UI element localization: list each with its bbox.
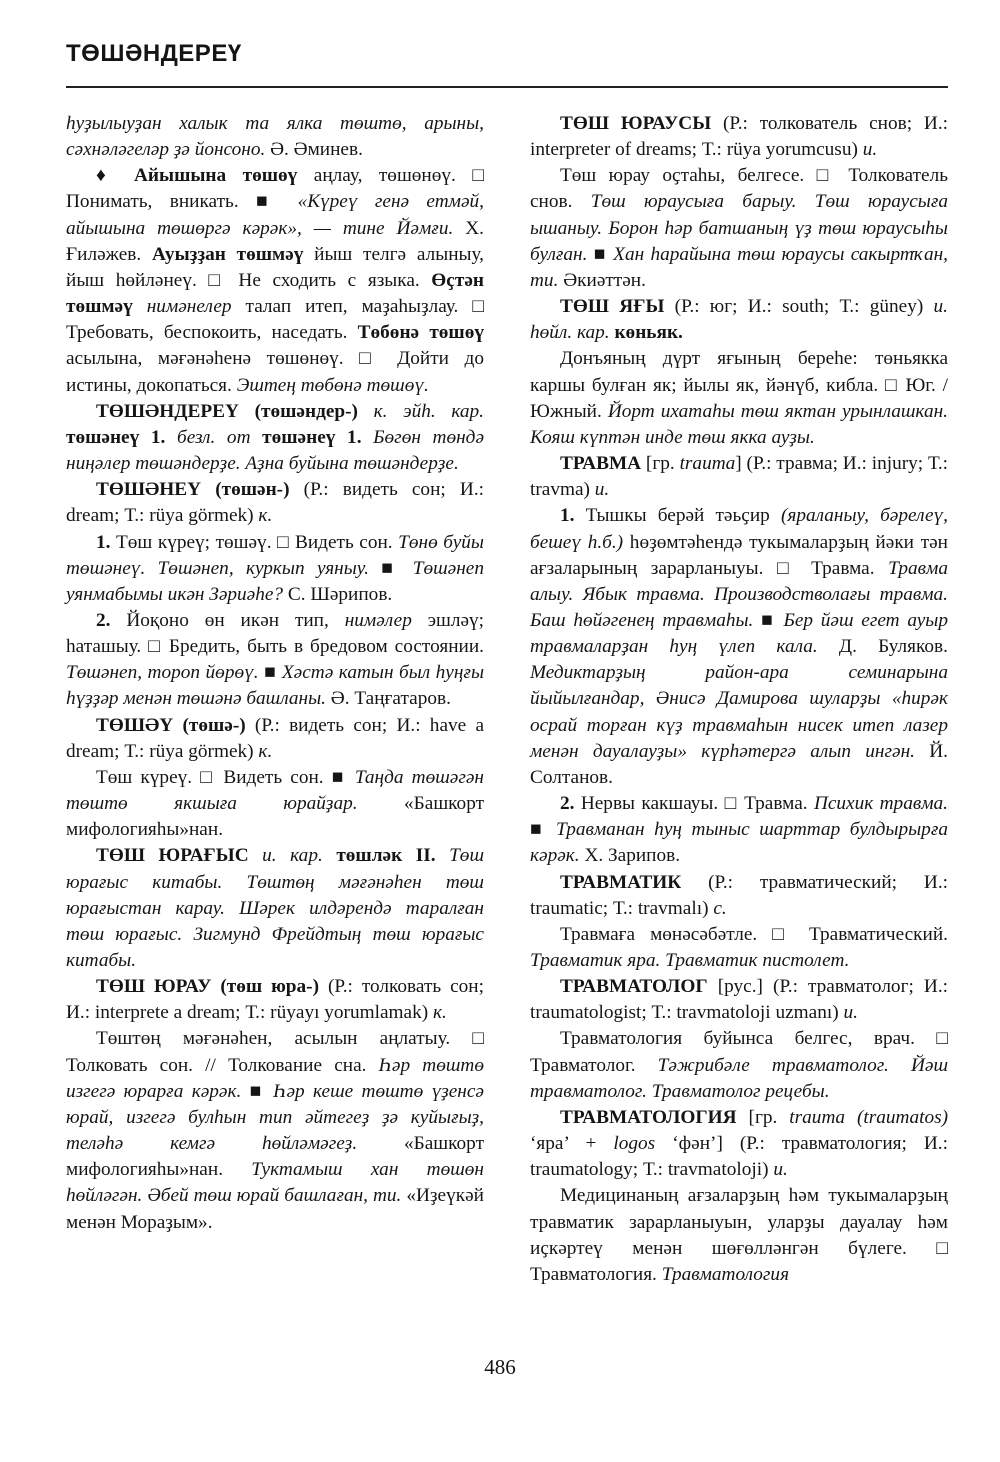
dictionary-paragraph: ТӨШӘНДЕРЕҮ (төшәндер-) к. эйһ. кар. төшәнеү 1. безл. от төшәнеү 1. Бөгөн төндә ниңәлер төшәндерҙе. Аҙна буйына төшәндерҙе. (66, 400, 484, 475)
dictionary-paragraph: Донъяның дүрт яғының береһе: төньякка каршы булған як; йылы як, йәнүб, кибла. □ Юг. / Южный. Йорт ихатаһы төш яктан урынлашкан. Кояш күптән инде төш якка ауҙы. (530, 348, 949, 448)
right-column (530, 111, 948, 1288)
dictionary-paragraph: ТӨШ ЮРАУСЫ (Р.: толкователь снов; И.: interpreter of dreams; Т.: rüya yorumcusu) и. (530, 113, 949, 161)
dictionary-paragraph: ТРАВМАТИК (Р.: травматический; И.: traumatic; Т.: travmalı) с. (530, 871, 948, 919)
dictionary-paragraph: ТӨШӘНЕҮ (төшән-) (Р.: видеть сон; И.: dream; Т.: rüya görmek) к. (66, 479, 484, 527)
dictionary-paragraph: Төш юрау оҫтаһы, белгесе. □ Толкователь снов. Төш юраусыға барыу. Төш юраусыға ышаныу. Борон һәр батшаның үҙ төш юраусыһы булған. ■ Хан һарайына төш юраусы сакыртҡан, ти. Әкиәттән. (530, 165, 948, 291)
page-number: 486 (484, 1355, 516, 1379)
dictionary-paragraph: ТӨШ ЯҒЫ (Р.: юг; И.: south; Т.: güney) и. һөйл. кар. көньяк. (530, 296, 948, 344)
dictionary-paragraph: ТӨШ ЮРАҒЫС и. кар. төшләк II. Төш юрағыс китабы. Төштөң мәғәнәһен төш юрағыстан карау. Шәрек илдәрендә таралған төш юрағыс. Зигмунд Фрейдтың төш юрағыс китабы. (66, 845, 484, 971)
dictionary-paragraph: ТРАВМА [гр. trauma] (Р.: травма; И.: injury; Т.: travma) и. (530, 453, 948, 501)
dictionary-paragraph: Төштөң мәғәнәһен, асылын аңлатыу. □ Толковать сон. // Толкование сна. Һәр төштө изгегә юрарға кәрәк. ■ Һәр кеше төштө үҙенсә юрай, изгегә булһын тип әйтегеҙ ҙә куйығыҙ, теләһә кемгә һөйләмәгеҙ. «Башкорт мифологияһы»нан. Туктамыш хан төшөн һөйләгән. Әбей төш юрай башлаған, ти. «Иҙеүкәй менән Мораҙым». (66, 1028, 484, 1233)
running-header: ТӨШӘНДЕРЕҮ (66, 40, 242, 67)
dictionary-paragraph: Травматология буйынса белгес, врач. □ Травматолог. Тәжрибәле травматолог. Йәш травматолог. Травматолог рецебы. (530, 1028, 948, 1102)
dictionary-paragraph: Травмаға мөнәсәбәтле. □ Травматический. Травматик яра. Травматик пистолет. (530, 923, 948, 971)
dictionary-paragraph: 2. Нервы какшауы. □ Травма. Психик травма. ■ Травманан һуң тыныс шарттар булдырырға кәрәк. Х. Зарипов. (530, 793, 948, 867)
dictionary-paragraph: 2. Йоқоно өн икән тип, нимәлер эшләү; һаташыу. □ Бредить, быть в бредовом состоянии. Төшәнеп, тороп йөрөү. ■ Хәстә катын был һуңғы һүҙҙәр менән төшәнә башланы. Ә. Таңғатаров. (66, 609, 485, 710)
dictionary-paragraph: ТӨШӘҮ (төшә-) (Р.: видеть сон; И.: have a dream; Т.: rüya görmek) к. (66, 714, 485, 762)
dictionary-paragraph: Медицинаның ағзаларҙың һәм тукымаларҙың травматик зарарланыуын, уларҙы дауалау һәм иҫкәртеү менән шөғөлләнгән бүлеге. □ Травматология. Травматология (530, 1185, 948, 1285)
dictionary-paragraph: һуҙылыуҙан халык та ялка төштө, арыны, сәхнәләгеләр ҙә йонсоно. Ә. Әминев. (66, 113, 484, 161)
dictionary-paragraph: ТРАВМАТОЛОГИЯ [гр. trauma (traumatos) ‘яра’ + logos ‘фән’] (Р.: травматология; И.: traumatology; Т.: travmatoloji) и. (530, 1106, 949, 1181)
dictionary-paragraph: 1. Тышкы берәй тәьҫир (яраланыу, бәрелеү, бешеү һ.б.) һөҙөмтәһендә тукымаларҙың йәки тән ағзаларының зарарланыуы. □ Травма. Травма алыу. Ябык травма. Производстволағы травма. Баш һөйәгенең травмаһы. ■ Бер йәш егет ауыр травмаларҙан һуң үлеп кала. Д. Буляков. Медиктарҙың район-ара семинарына йыйылғандар, Әнисә Дамирова шуларҙы «һирәк осрай торған күҙ травмаһын нисек итеп лазер менән дауалауҙы» күрһәтергә алып ингән. Й. Солтанов. (530, 505, 949, 788)
dictionary-paragraph: ТРАВМАТОЛОГ [рус.] (Р.: травматолог; И.: traumatologist; Т.: travmatoloji uzmanı) и. (530, 976, 948, 1024)
header-rule (66, 86, 948, 88)
dictionary-paragraph: ТӨШ ЮРАУ (төш юра-) (Р.: толковать сон; И.: interprete a dream; Т.: rüyayı yorumlamak) к. (66, 976, 484, 1024)
dictionary-paragraph: Төш күреү. □ Видеть сон. ■ Таңда төшәгән төштө якшыға юрайҙар. «Башкорт мифологияһы»нан. (66, 766, 485, 841)
left-column (66, 111, 484, 1236)
dictionary-paragraph: ♦ Айышына төшөү аңлау, төшөнөү. □ Понимать, вникать. ■ «Күреү генә етмәй, айышына төшөргә кәрәк», — тине Йәмғи. Х. Ғиләжев. Ауыҙҙан төшмәү йыш телгә алыныу, йыш һөйләнеү. □ Не сходить с языка. Өҫтән төшмәү нимәнелер талап итеп, маҙаһыҙлау. □ Требовать, беспокоить, наседать. Төбөнә төшөү асылына, мәғәнәһенә төшөнөү. □ Дойти до истины, докопаться. Эштең төбөнә төшөү. (66, 165, 484, 396)
dictionary-paragraph: 1. Төш күреү; төшәү. □ Видеть сон. Төнө буйы төшәнеү. Төшәнеп, куркып уяныу. ■ Төшәнеп уянмабымы икән Зәриәһе? С. Шәрипов. (66, 531, 484, 605)
